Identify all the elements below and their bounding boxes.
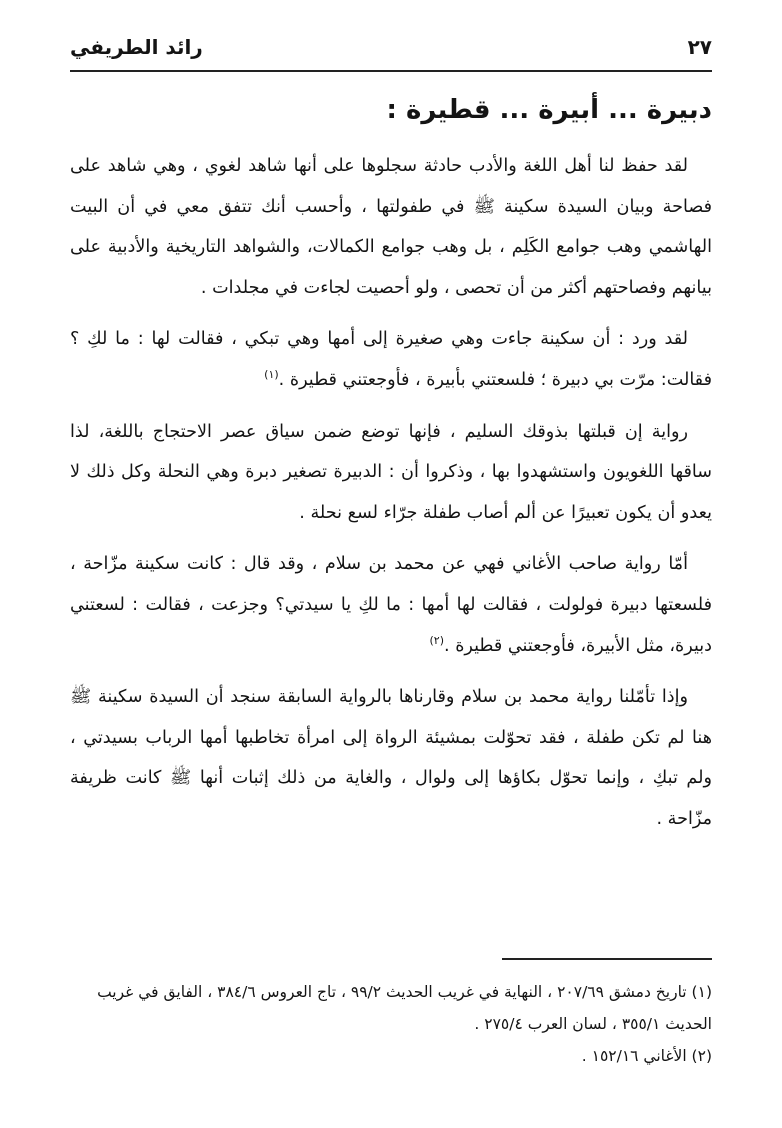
paragraph — [70, 412, 712, 534]
running-header — [70, 30, 712, 64]
section-title: دبيرة ... أبيرة ... قطيرة : — [386, 95, 712, 125]
page-number: ٢٧ — [687, 35, 712, 59]
paragraph — [70, 319, 712, 400]
footnote-reference: (٢) — [429, 633, 445, 647]
body-text — [70, 146, 712, 851]
paragraph — [70, 146, 712, 308]
footnote-rule — [502, 958, 712, 960]
paragraph-text: رواية إن قبلتها بذوقك السليم ، فإنها توضع ضمن سياق عصر الاحتجاج باللغة، لذا ساقها اللغويون واستشهدوا بها ، وذكروا أن : الدبيرة تصغير دبرة وهي النحلة وكل ذلك لا يعدو أن يكون تعبيرًا عن ألم أصاب طفلة جرّاء لسع نحلة . — [70, 421, 712, 523]
footnote: (١) تاريخ دمشق ٢٠٧/٦٩ ، النهاية في غريب الحديث ٩٩/٢ ، تاج العروس ٣٨٤/٦ ، الفايق في غريب الحديث ٣٥٥/١ ، لسان العرب ٢٧٥/٤ . — [97, 983, 712, 1033]
footnotes — [70, 976, 712, 1072]
paragraph-text: لقد حفظ لنا أهل اللغة والأدب حادثة سجلوها على أنها شاهد لغوي ، وهي شاهد على فصاحة وبيان السيدة سكينة ﷺ في طفولتها ، وأحسب أنك تتفق معي في أن البيت الهاشمي وهب جوامع الكَلِم ، بل وهب جوامع الكمالات، والشواهد التاريخية والأدبية على بيانهم وفصاحتهم أكثر من أن تحصى ، ولو أحصيت لجاءت في مجلدات . — [70, 156, 712, 298]
paragraph — [70, 544, 712, 666]
paragraph-text: وإذا تأمّلنا رواية محمد بن سلام وقارناها بالرواية السابقة سنجد أن السيدة سكينة ﷺ هنا لم تكن طفلة ، فقد تحوّلت بمشيئة الرواة إلى امرأة تخاطبها أمها الرباب بسيدتي ، ولم تبكِ ، وإنما تحوّل بكاؤها إلى ولوال ، والغاية من ذلك إثبات أنها ﷺ كانت ظريفة مزّاحة . — [70, 687, 712, 829]
header-rule — [70, 70, 712, 72]
author-name: رائد الطريفي — [70, 35, 203, 59]
paragraph-text: لقد ورد : أن سكينة جاءت وهي صغيرة إلى أمها وهي تبكي ، فقالت لها : ما لكِ ؟ فقالت: مرّت بي دبيرة ؛ فلسعتني بأبيرة ، فأوجعتني قطيرة . — [70, 329, 712, 390]
footnote: (٢) الأغاني ١٥٢/١٦ . — [581, 1047, 712, 1065]
footnote-reference: (١) — [264, 368, 279, 382]
paragraph — [70, 677, 712, 839]
paragraph-text: أمّا رواية صاحب الأغاني فهي عن محمد بن سلام ، وقد قال : كانت سكينة مزّاحة ، فلسعتها دبيرة فولولت ، فقالت لها أمها : ما لكِ يا سيدتي؟ وجزعت ، فقالت : لسعتني دبيرة، مثل الأبيرة، فأوجعتني قطيرة . — [70, 554, 712, 656]
